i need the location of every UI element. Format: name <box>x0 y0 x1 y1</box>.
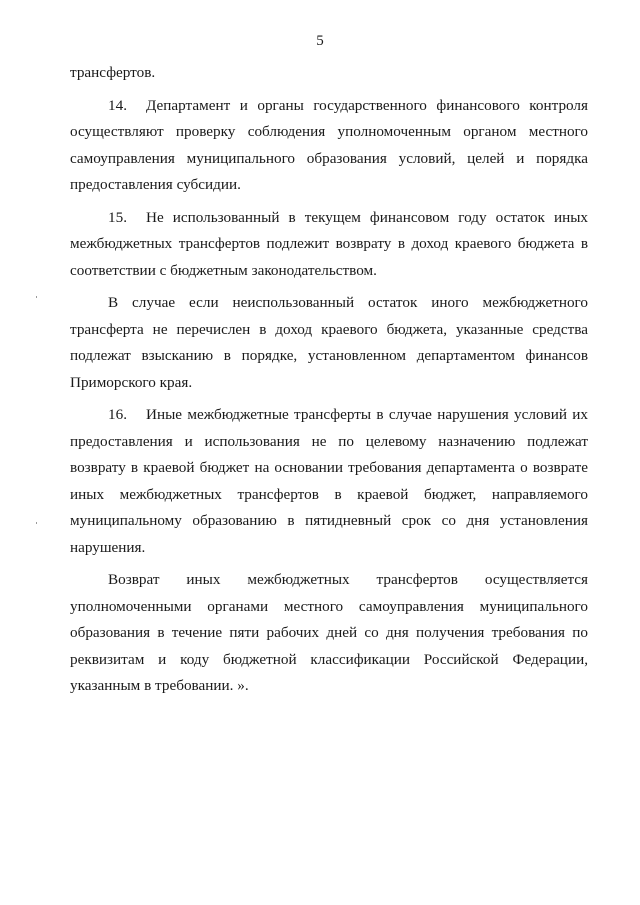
paragraph-text: трансфертов. <box>70 64 156 81</box>
scan-artifact-mark <box>36 296 37 298</box>
paragraph-text: Иные межбюджетные трансферты в случае нарушения условий их предоставления и использования не по целевому назначению подлежат возврату в краевой бюджет на основании требования департамента о возврате иных межбюджетных трансфертов в краевой бюджет, направляемого муниципальному образованию в пятидневный срок со дня установления нарушения. <box>70 406 588 556</box>
document-body <box>70 60 588 700</box>
paragraph-16-continued <box>70 567 588 700</box>
paragraph-continuation <box>70 60 588 87</box>
paragraph-15-continued <box>70 290 588 396</box>
paragraph-number: 16. <box>108 406 127 423</box>
paragraph-text: Возврат иных межбюджетных трансфертов осуществляется уполномоченными органами местного самоуправления муниципального образования в течение пяти рабочих дней со дня получения требования по реквизитам и коду бюджетной классификации Российской Федерации, указанным в требовании. ». <box>70 571 588 694</box>
page-number: 5 <box>316 33 324 49</box>
paragraph-15 <box>70 205 588 285</box>
paragraph-text: Департамент и органы государственного финансового контроля осуществляют проверку соблюдения уполномоченным органом местного самоуправления муниципального образования условий, целей и порядка предоставления субсидии. <box>70 96 588 193</box>
paragraph-16 <box>70 402 588 561</box>
paragraph-text: В случае если неиспользованный остаток иного межбюджетного трансферта не перечислен в доход краевого бюджета, указанные средства подлежат взысканию в порядке, установленном департаментом финансов Приморского края. <box>70 294 588 391</box>
paragraph-number: 14. <box>108 96 127 114</box>
paragraph-number: 15. <box>108 208 127 226</box>
scan-artifact-mark <box>36 522 37 524</box>
paragraph-14 <box>70 93 588 199</box>
paragraph-text: Не использованный в текущем финансовом году остаток иных межбюджетных трансфертов подлежит возврату в доход краевого бюджета в соответствии с бюджетным законодательством. <box>70 208 588 279</box>
